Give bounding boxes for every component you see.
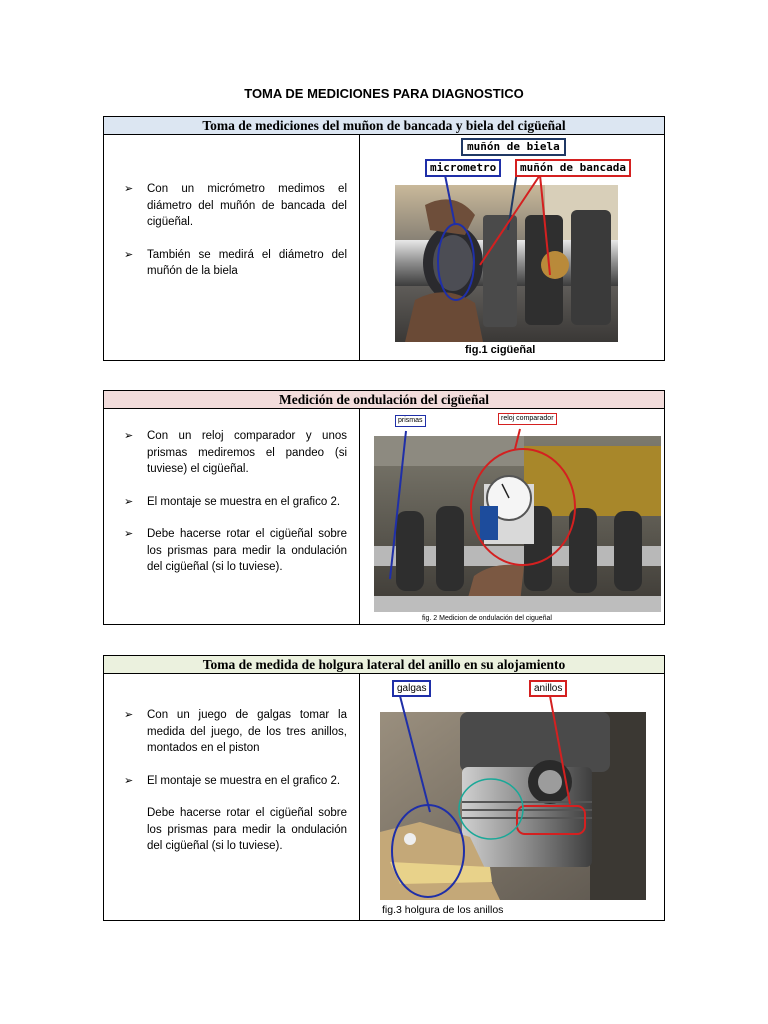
label-text: galgas (397, 683, 427, 694)
bullet-list (124, 181, 347, 296)
label-text: prismas (398, 417, 423, 424)
label-munon-biela (461, 138, 566, 156)
bullet-list (124, 428, 347, 592)
label-text: muñón de biela (467, 140, 560, 153)
figure-caption: fig. 2 Medicion de ondulación del cigueñal (422, 615, 552, 622)
section-heading-text: Toma de medida de holgura lateral del anillo en su alojamiento (202, 657, 566, 672)
list-item (124, 805, 347, 855)
figure-caption: fig.1 cigüeñal (465, 344, 536, 356)
section-heading-text: Medición de ondulación del cigüeñal (278, 392, 490, 407)
page-title: TOMA DE MEDICIONES PARA DIAGNOSTICO (244, 86, 524, 101)
section-ring-clearance (103, 655, 665, 921)
bullet-text: El montaje se muestra en el grafico 2. (147, 774, 341, 787)
text-column (104, 674, 360, 920)
list-item (124, 428, 347, 478)
section-body (104, 409, 664, 624)
callout-lines (360, 674, 666, 922)
bullet-text: El montaje se muestra en el grafico 2. (147, 495, 341, 508)
list-item (124, 526, 347, 576)
section-body (104, 135, 664, 360)
section-heading-text: Toma de mediciones del muñon de bancada y biela del cigüeñal (202, 118, 566, 133)
figure-column (360, 409, 664, 624)
section-crankshaft-journals (103, 116, 665, 361)
arrowhead-bullet-icon: ➢ (124, 430, 134, 442)
figure-column (360, 135, 664, 360)
figure-column (360, 674, 664, 920)
bullet-text: Con un micrómetro medimos el diámetro del muñón de bancada del cigüeñal. (147, 183, 347, 228)
list-item (124, 707, 347, 757)
bullet-text: Debe hacerse rotar el cigüeñal sobre los prismas para medir la ondulación del cigüeñal (si lo tuviese). (147, 528, 347, 573)
bullet-text: Con un reloj comparador y unos prismas mediremos el pandeo (si tuviese) el cigüeñal. (147, 430, 347, 475)
label-text: anillos (534, 683, 563, 694)
arrowhead-bullet-icon: ➢ (124, 709, 134, 721)
label-text: reloj comparador (501, 415, 554, 422)
bullet-text: También se medirá el diámetro del muñón de la biela (147, 248, 347, 277)
section-crankshaft-runout (103, 390, 665, 625)
arrowhead-bullet-icon: ➢ (124, 495, 134, 508)
section-heading (104, 391, 664, 409)
bullet-text: Debe hacerse rotar el cigüeñal sobre los prismas para medir la ondulación del cigüeñal (si lo tuviese). (147, 807, 347, 852)
bullet-text: Con un juego de galgas tomar la medida del juego, de los tres anillos, montados en el piston (147, 709, 347, 754)
arrowhead-bullet-icon: ➢ (124, 774, 134, 787)
section-heading (104, 117, 664, 135)
text-column (104, 409, 360, 624)
label-text: micrometro (430, 161, 497, 174)
label-prismas (395, 415, 426, 427)
label-micrometro (425, 159, 501, 177)
figure-caption: fig.3 holgura de los anillos (382, 904, 504, 916)
callout-lines (360, 409, 666, 625)
list-item (124, 494, 347, 511)
section-heading (104, 656, 664, 674)
label-anillos (529, 680, 567, 697)
text-column (104, 135, 360, 360)
arrowhead-bullet-icon: ➢ (124, 528, 134, 540)
label-galgas (392, 680, 431, 697)
arrowhead-bullet-icon: ➢ (124, 183, 134, 195)
bullet-list (124, 707, 347, 871)
list-item (124, 773, 347, 790)
section-body (104, 674, 664, 920)
label-text: muñón de bancada (520, 161, 626, 174)
list-item (124, 247, 347, 280)
label-reloj-comparador (498, 413, 557, 425)
list-item (124, 181, 347, 231)
label-munon-bancada (515, 159, 631, 177)
arrowhead-bullet-icon: ➢ (124, 248, 134, 261)
